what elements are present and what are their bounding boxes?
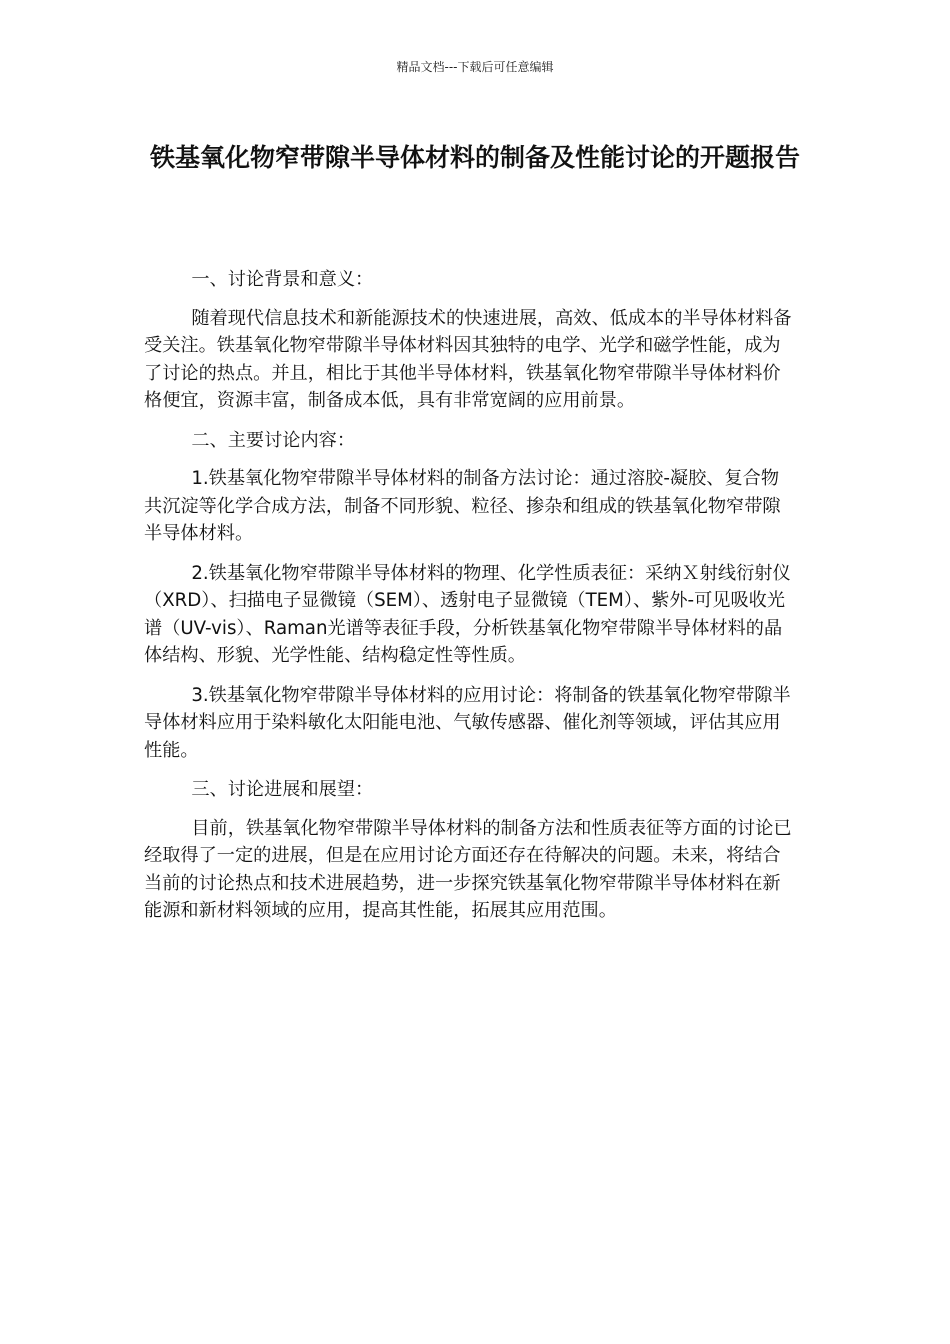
section-heading: 二、主要讨论内容： (191, 429, 356, 451)
document-body (144, 266, 792, 937)
page-header: 精品文档---下载后可任意编辑 (396, 60, 554, 74)
section-heading: 一、讨论背景和意义： (191, 269, 374, 290)
paragraph: 3.铁基氧化物窄带隙半导体材料的应用讨论：将制备的铁基氧化物窄带隙半导体材料应用于染料敏化太阳能电池、气敏传感器、催化剂等领域，评估其应用性能。 (144, 684, 791, 761)
paragraph: 1.铁基氧化物窄带隙半导体材料的制备方法讨论：通过溶胶-凝胶、复合物共沉淀等化学合成方法，制备不同形貌、粒径、掺杂和组成的铁基氧化物窄带隙半导体材料。 (144, 468, 781, 544)
paragraph: 随着现代信息技术和新能源技术的快速进展，高效、低成本的半导体材料备受关注。铁基氧化物窄带隙半导体材料因其独特的电学、光学和磁学性能，成为了讨论的热点。并且，相比于其他半导体材料，铁基氧化物窄带隙半导体材料价格便宜，资源丰富，制备成本低，具有非常宽阔的应用前景。 (144, 307, 792, 411)
section-heading: 三、讨论进展和展望： (191, 779, 374, 800)
paragraph: 2.铁基氧化物窄带隙半导体材料的物理、化学性质表征：采纳Ｘ射线衍射仪（XRD）、扫描电子显微镜（SEM）、透射电子显微镜（TEM）、紫外-可见吸收光谱（UV-vis）、Raman光谱等表征手段，分析铁基氧化物窄带隙半导体材料的晶体结构、形貌、光学性能、结构稳定性等性质。 (144, 562, 791, 666)
document-title: 铁基氧化物窄带隙半导体材料的制备及性能讨论的开题报告 (149, 143, 800, 172)
paragraph: 目前，铁基氧化物窄带隙半导体材料的制备方法和性质表征等方面的讨论已经取得了一定的进展，但是在应用讨论方面还存在待解决的问题。未来，将结合当前的讨论热点和技术进展趋势，进一步探究铁基氧化物窄带隙半导体材料在新能源和新材料领域的应用，提高其性能，拓展其应用范围。 (144, 817, 792, 921)
